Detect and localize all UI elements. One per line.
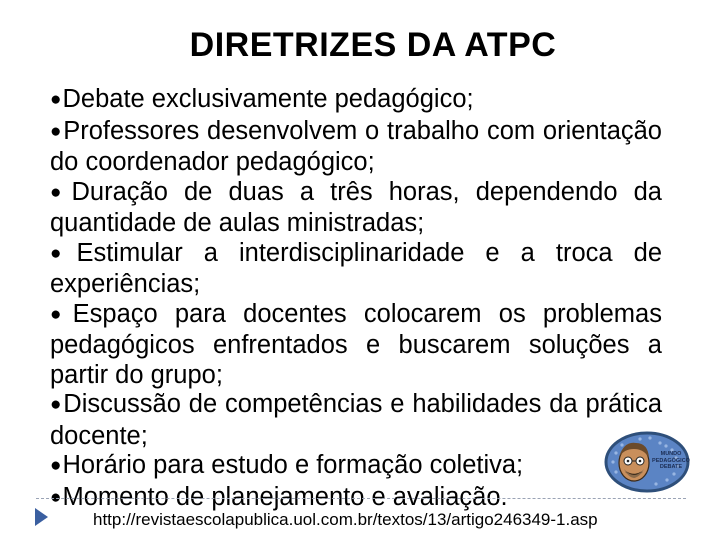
source-link[interactable]: http://revistaescolapublica.uol.com.br/textos/13/artigo246349-1.asp (93, 510, 598, 529)
bullet-icon: ● (50, 181, 71, 203)
bullet-icon: ● (50, 89, 62, 110)
play-arrow-icon[interactable] (35, 508, 48, 526)
list-item: ●Estimular a interdisciplinaridade e a troca de experiências; (50, 238, 662, 298)
footer-divider (36, 498, 686, 499)
logo-text: MUNDO PEDAGÓGICO DEBATE (652, 451, 690, 470)
list-item: ●Horário para estudo e formação coletiva; (50, 451, 524, 479)
bullet-icon: ● (50, 120, 63, 142)
bullet-icon: ● (50, 394, 63, 415)
list-item: ●Professores desenvolvem o trabalho com orientação do coordenador pedagógico; (50, 116, 662, 176)
guidelines-list (50, 85, 662, 514)
list-item: ●Debate exclusivamente pedagógico; (50, 85, 474, 113)
list-item: ●Discussão de competências e habilidades da prática docente; (50, 390, 662, 450)
bullet-icon: ● (50, 303, 72, 325)
list-item: ●Momento de planejamento e avaliação. (50, 482, 508, 511)
bullet-icon: ● (50, 455, 62, 476)
list-item: ●Espaço para docentes colocarem os problemas pedagógicos enfrentados e buscarem soluções a partir do grupo; (50, 299, 662, 389)
bullet-icon: ● (50, 242, 76, 264)
bullet-icon: ● (50, 486, 62, 508)
list-item: ●Duração de duas a três horas, dependendo da quantidade de aulas ministradas; (50, 177, 662, 237)
page-title: DIRETRIZES DA ATPC (189, 26, 557, 64)
